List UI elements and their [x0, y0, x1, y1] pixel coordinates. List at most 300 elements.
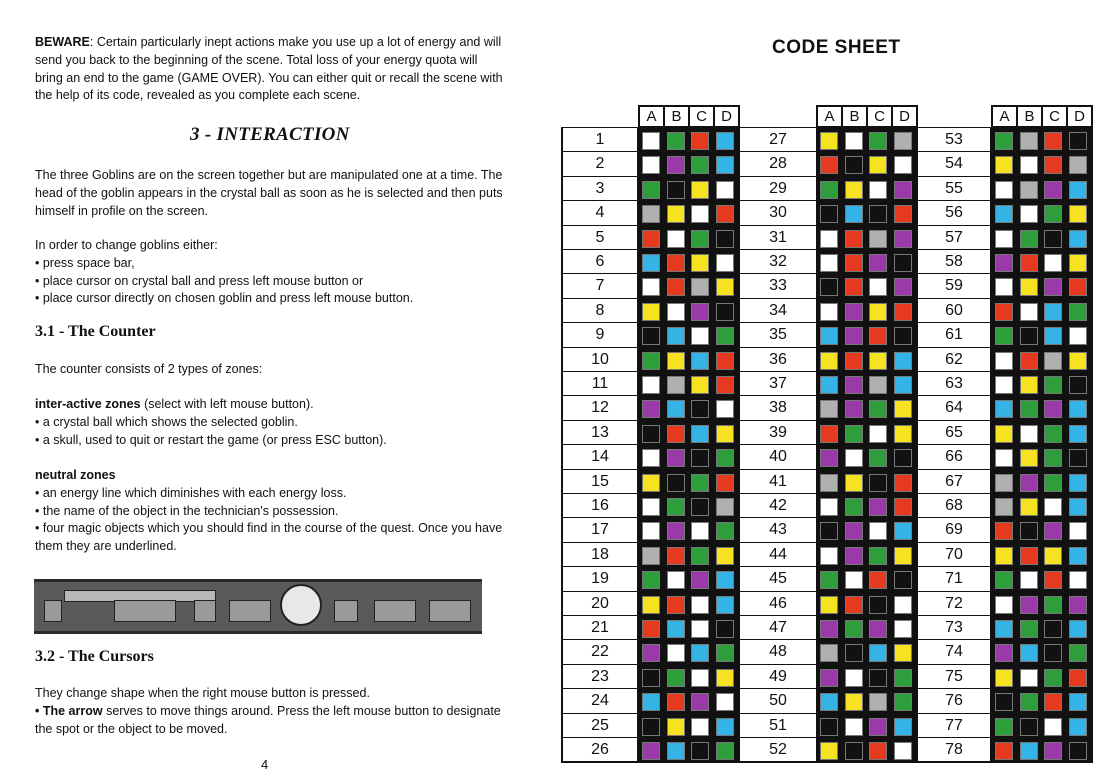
code-color-cell	[1069, 352, 1087, 370]
code-color-cell	[691, 498, 709, 516]
list-item: • place cursor directly on chosen goblin and press left mouse button.	[35, 291, 414, 306]
object-icon	[114, 600, 176, 622]
code-color-cell	[691, 230, 709, 248]
code-color-cell	[716, 278, 734, 296]
code-color-cell	[894, 522, 912, 540]
scene-number: 9	[563, 323, 637, 347]
code-color-cell	[691, 522, 709, 540]
code-color-cell	[1020, 132, 1038, 150]
code-color-cell	[1020, 156, 1038, 174]
scene-number: 34	[740, 299, 816, 323]
code-color-cell	[820, 742, 838, 760]
scene-number: 20	[563, 592, 637, 616]
code-color-cell	[820, 498, 838, 516]
code-color-cell	[894, 474, 912, 492]
code-color-cell	[1069, 278, 1087, 296]
code-color-cell	[642, 156, 660, 174]
code-color-cell	[691, 644, 709, 662]
scene-number: 36	[740, 348, 816, 372]
code-color-cell	[894, 132, 912, 150]
code-color-cell	[845, 522, 863, 540]
code-color-cell	[716, 449, 734, 467]
code-color-cell	[667, 620, 685, 638]
code-color-cell	[894, 620, 912, 638]
code-color-cell	[995, 156, 1013, 174]
code-color-cell	[869, 693, 887, 711]
code-color-cell	[716, 718, 734, 736]
column-letter: D	[891, 105, 918, 128]
code-color-cell	[716, 571, 734, 589]
scene-number: 63	[918, 372, 990, 396]
scene-number: 12	[563, 396, 637, 420]
scene-number: 4	[563, 201, 637, 225]
code-color-cell	[995, 522, 1013, 540]
list-item: • four magic objects which you should find in the course of the quest. Once you have them they are underlined.	[35, 521, 503, 554]
scene-number: 25	[563, 714, 637, 738]
code-color-cell	[691, 156, 709, 174]
code-color-cell	[691, 278, 709, 296]
interactive-suffix: (select with left mouse button).	[140, 397, 314, 411]
scene-number: 54	[918, 152, 990, 176]
scene-number: 43	[740, 518, 816, 542]
code-color-cell	[869, 571, 887, 589]
code-color-cell	[667, 352, 685, 370]
scene-number: 49	[740, 665, 816, 689]
code-color-cell	[995, 181, 1013, 199]
code-color-cell	[667, 156, 685, 174]
code-color-cell	[1069, 376, 1087, 394]
code-color-cell	[667, 303, 685, 321]
code-color-cell	[869, 644, 887, 662]
scene-number: 73	[918, 616, 990, 640]
code-color-cell	[1069, 205, 1087, 223]
crystal-ball-icon	[280, 584, 322, 626]
interactive-label: inter-active zones	[35, 397, 141, 411]
code-color-cell	[642, 742, 660, 760]
code-color-cell	[820, 352, 838, 370]
code-color-cell	[667, 254, 685, 272]
code-color-cell	[995, 718, 1013, 736]
column-letters-header	[991, 105, 1093, 128]
code-color-cell	[845, 327, 863, 345]
code-color-cell	[1069, 522, 1087, 540]
code-color-cell	[1069, 425, 1087, 443]
column-letter: A	[816, 105, 841, 128]
column-letter: B	[1016, 105, 1041, 128]
code-color-cell	[869, 254, 887, 272]
scene-number: 70	[918, 543, 990, 567]
code-color-cell	[1044, 718, 1062, 736]
code-color-cell	[869, 718, 887, 736]
scene-number: 21	[563, 616, 637, 640]
code-color-cell	[1044, 644, 1062, 662]
code-color-cell	[1044, 596, 1062, 614]
code-color-cell	[995, 644, 1013, 662]
code-color-cell	[1020, 571, 1038, 589]
code-color-cell	[845, 181, 863, 199]
code-color-cell	[894, 400, 912, 418]
object-icon	[374, 600, 416, 622]
code-color-cell	[820, 474, 838, 492]
scene-number: 41	[740, 470, 816, 494]
code-color-cell	[1020, 498, 1038, 516]
code-color-cell	[1020, 352, 1038, 370]
code-color-cell	[691, 693, 709, 711]
code-color-cell	[1020, 254, 1038, 272]
code-color-cell	[820, 156, 838, 174]
scene-number: 2	[563, 152, 637, 176]
code-color-cell	[691, 132, 709, 150]
code-color-cell	[642, 181, 660, 199]
code-color-cell	[667, 425, 685, 443]
column-letters-header	[816, 105, 918, 128]
code-color-cell	[845, 596, 863, 614]
code-color-cell	[820, 449, 838, 467]
code-color-cell	[894, 205, 912, 223]
code-color-cell	[1044, 742, 1062, 760]
code-color-cell	[1020, 474, 1038, 492]
code-color-cell	[894, 449, 912, 467]
scene-number: 31	[740, 226, 816, 250]
list-item: • place cursor on crystal ball and press left mouse button or	[35, 273, 364, 288]
code-color-cell	[869, 620, 887, 638]
neutral-zones	[35, 467, 505, 556]
counter-text: The counter consists of 2 types of zones:	[35, 362, 263, 376]
scene-number: 42	[740, 494, 816, 518]
code-color-cell	[820, 669, 838, 687]
code-color-cell	[716, 596, 734, 614]
neutral-label: neutral zones	[35, 468, 116, 482]
code-color-cell	[691, 596, 709, 614]
code-color-cell	[642, 620, 660, 638]
code-color-cell	[1044, 669, 1062, 687]
code-color-cell	[691, 254, 709, 272]
code-color-cell	[667, 230, 685, 248]
code-color-cell	[1069, 400, 1087, 418]
object-icon	[194, 600, 216, 622]
code-color-cell	[642, 571, 660, 589]
code-color-cell	[869, 303, 887, 321]
code-color-cell	[691, 181, 709, 199]
code-color-cell	[894, 352, 912, 370]
code-color-cell	[995, 303, 1013, 321]
column-letter: C	[1041, 105, 1066, 128]
code-color-cell	[845, 693, 863, 711]
change-goblins-list	[35, 237, 505, 308]
code-color-cell	[1020, 718, 1038, 736]
code-color-cell	[691, 547, 709, 565]
page-number: 4	[261, 757, 269, 772]
scene-number: 56	[918, 201, 990, 225]
code-color-cell	[1044, 181, 1062, 199]
code-color-cell	[642, 278, 660, 296]
code-color-cell	[995, 327, 1013, 345]
code-color-cell	[1020, 449, 1038, 467]
code-color-cell	[716, 620, 734, 638]
scene-number: 74	[918, 640, 990, 664]
scene-number: 50	[740, 689, 816, 713]
scene-number: 52	[740, 738, 816, 762]
code-color-cell	[642, 498, 660, 516]
code-color-cell	[1069, 449, 1087, 467]
code-color-cell	[642, 400, 660, 418]
scene-number: 60	[918, 299, 990, 323]
code-color-cell	[691, 669, 709, 687]
code-color-cell	[642, 596, 660, 614]
list-item: • the name of the object in the technician's possession.	[35, 503, 339, 518]
code-color-cell	[1020, 669, 1038, 687]
code-color-cell	[845, 620, 863, 638]
code-color-cell	[1020, 693, 1038, 711]
column-letters-header	[638, 105, 740, 128]
code-color-cell	[995, 205, 1013, 223]
code-color-cell	[642, 205, 660, 223]
scene-number: 44	[740, 543, 816, 567]
column-letter: B	[841, 105, 866, 128]
code-color-cell	[845, 254, 863, 272]
code-color-cell	[1020, 644, 1038, 662]
code-color-cell	[716, 205, 734, 223]
code-color-cell	[1020, 205, 1038, 223]
code-color-cell	[995, 376, 1013, 394]
code-color-cell	[642, 132, 660, 150]
code-color-cell	[869, 474, 887, 492]
code-color-cell	[995, 547, 1013, 565]
code-color-cell	[869, 498, 887, 516]
code-color-cell	[667, 596, 685, 614]
code-color-cell	[1020, 303, 1038, 321]
code-color-cell	[995, 571, 1013, 589]
code-color-cell	[845, 352, 863, 370]
scene-number: 64	[918, 396, 990, 420]
scene-number: 3	[563, 177, 637, 201]
scene-number: 51	[740, 714, 816, 738]
scene-number: 32	[740, 250, 816, 274]
scene-number: 48	[740, 640, 816, 664]
code-color-cell	[1044, 230, 1062, 248]
code-color-cell	[716, 474, 734, 492]
code-color-cell	[845, 474, 863, 492]
code-color-cell	[642, 425, 660, 443]
code-color-cell	[1044, 449, 1062, 467]
counter-heading: 3.1 - The Counter	[35, 323, 156, 340]
code-color-cell	[869, 181, 887, 199]
code-color-cell	[869, 669, 887, 687]
code-color-cell	[642, 254, 660, 272]
code-color-cell	[1044, 522, 1062, 540]
column-letter: C	[688, 105, 713, 128]
code-color-cell	[869, 156, 887, 174]
code-color-cell	[716, 522, 734, 540]
code-color-cell	[1069, 254, 1087, 272]
code-color-cell	[845, 303, 863, 321]
scene-number: 65	[918, 421, 990, 445]
scene-number: 46	[740, 592, 816, 616]
code-color-cell	[995, 620, 1013, 638]
code-color-cell	[845, 156, 863, 174]
left-page	[0, 0, 530, 779]
scene-number: 45	[740, 567, 816, 591]
code-color-cell	[1020, 181, 1038, 199]
scene-number: 55	[918, 177, 990, 201]
scene-number: 1	[563, 128, 637, 152]
scene-number: 40	[740, 445, 816, 469]
code-color-cell	[894, 230, 912, 248]
code-color-cell	[1020, 547, 1038, 565]
code-color-cell	[1069, 230, 1087, 248]
code-color-cell	[691, 620, 709, 638]
code-color-cell	[820, 303, 838, 321]
code-color-cell	[869, 400, 887, 418]
code-color-cell	[1044, 278, 1062, 296]
scene-number: 27	[740, 128, 816, 152]
code-color-cell	[716, 498, 734, 516]
code-color-cell	[667, 693, 685, 711]
code-color-cell	[1020, 425, 1038, 443]
code-color-cell	[845, 669, 863, 687]
code-color-cell	[1020, 620, 1038, 638]
code-color-cell	[667, 132, 685, 150]
code-color-cell	[716, 400, 734, 418]
code-color-cell	[667, 571, 685, 589]
scene-number: 68	[918, 494, 990, 518]
code-color-cell	[667, 278, 685, 296]
object-icon	[429, 600, 471, 622]
code-color-cell	[894, 327, 912, 345]
code-color-cell	[716, 156, 734, 174]
code-color-cell	[642, 376, 660, 394]
code-color-cell	[716, 352, 734, 370]
code-color-cell	[1020, 327, 1038, 345]
code-color-cell	[820, 400, 838, 418]
code-color-cell	[691, 352, 709, 370]
code-color-cell	[716, 693, 734, 711]
code-color-cell	[1069, 693, 1087, 711]
code-color-cell	[995, 693, 1013, 711]
code-color-cell	[845, 449, 863, 467]
code-color-cell	[820, 596, 838, 614]
scene-number: 24	[563, 689, 637, 713]
code-color-cell	[1069, 132, 1087, 150]
code-color-cell	[667, 400, 685, 418]
code-color-cell	[691, 742, 709, 760]
code-color-cell	[642, 352, 660, 370]
code-color-cell	[716, 254, 734, 272]
code-color-cell	[894, 278, 912, 296]
code-color-cell	[820, 278, 838, 296]
code-color-cell	[995, 474, 1013, 492]
code-color-cell	[691, 400, 709, 418]
code-color-cell	[894, 547, 912, 565]
scene-number: 15	[563, 470, 637, 494]
beware-paragraph	[35, 34, 505, 105]
scene-number: 59	[918, 274, 990, 298]
code-color-cell	[716, 230, 734, 248]
code-color-cell	[716, 425, 734, 443]
code-color-cell	[869, 205, 887, 223]
code-color-cell	[995, 669, 1013, 687]
code-color-cell	[894, 254, 912, 272]
code-color-cell	[1044, 547, 1062, 565]
code-color-cell	[894, 742, 912, 760]
list-item: • an energy line which diminishes with each energy loss.	[35, 485, 347, 500]
object-icon	[229, 600, 271, 622]
code-color-cell	[691, 327, 709, 345]
code-color-cell	[1020, 230, 1038, 248]
list-item: • press space bar,	[35, 255, 135, 270]
code-color-cell	[1020, 742, 1038, 760]
code-color-cell	[894, 181, 912, 199]
code-color-cell	[995, 254, 1013, 272]
code-color-cell	[1069, 547, 1087, 565]
code-color-cell	[995, 230, 1013, 248]
scene-number: 14	[563, 445, 637, 469]
cursors-paragraph	[35, 685, 505, 738]
beware-label: BEWARE	[35, 35, 90, 49]
code-color-cell	[995, 498, 1013, 516]
code-color-cell	[995, 132, 1013, 150]
code-color-cell	[667, 474, 685, 492]
code-color-cell	[820, 620, 838, 638]
code-color-cell	[716, 669, 734, 687]
object-icon	[44, 600, 62, 622]
code-color-cell	[1044, 693, 1062, 711]
code-color-cell	[869, 425, 887, 443]
scene-number: 10	[563, 348, 637, 372]
code-color-cell	[820, 205, 838, 223]
code-color-cell	[667, 327, 685, 345]
code-color-cell	[820, 693, 838, 711]
scene-number: 58	[918, 250, 990, 274]
code-color-cell	[894, 376, 912, 394]
code-color-cell	[667, 522, 685, 540]
code-color-cell	[894, 156, 912, 174]
code-color-cell	[995, 449, 1013, 467]
code-sheet-title: CODE SHEET	[772, 37, 901, 58]
code-color-cell	[820, 230, 838, 248]
code-color-cell	[691, 571, 709, 589]
code-color-cell	[667, 449, 685, 467]
scene-number: 23	[563, 665, 637, 689]
code-color-cell	[1069, 718, 1087, 736]
code-color-cell	[845, 278, 863, 296]
code-color-cell	[894, 596, 912, 614]
code-color-cell	[691, 718, 709, 736]
code-color-cell	[845, 547, 863, 565]
scene-number: 26	[563, 738, 637, 762]
code-color-cell	[845, 132, 863, 150]
list-item: • a crystal ball which shows the selected goblin.	[35, 414, 298, 429]
scene-number: 13	[563, 421, 637, 445]
object-icon	[334, 600, 358, 622]
code-color-cell	[642, 474, 660, 492]
scene-number: 16	[563, 494, 637, 518]
code-color-cell	[869, 132, 887, 150]
code-color-cell	[869, 376, 887, 394]
code-color-cell	[820, 254, 838, 272]
code-color-cell	[1020, 376, 1038, 394]
code-color-cell	[820, 718, 838, 736]
scene-number: 29	[740, 177, 816, 201]
code-color-cell	[1069, 181, 1087, 199]
scene-number: 7	[563, 274, 637, 298]
code-color-cell	[1069, 156, 1087, 174]
cursors-text: They change shape when the right mouse button is pressed.	[35, 686, 370, 700]
scene-number: 39	[740, 421, 816, 445]
code-color-cell	[845, 425, 863, 443]
code-color-cell	[691, 474, 709, 492]
code-color-cell	[820, 327, 838, 345]
